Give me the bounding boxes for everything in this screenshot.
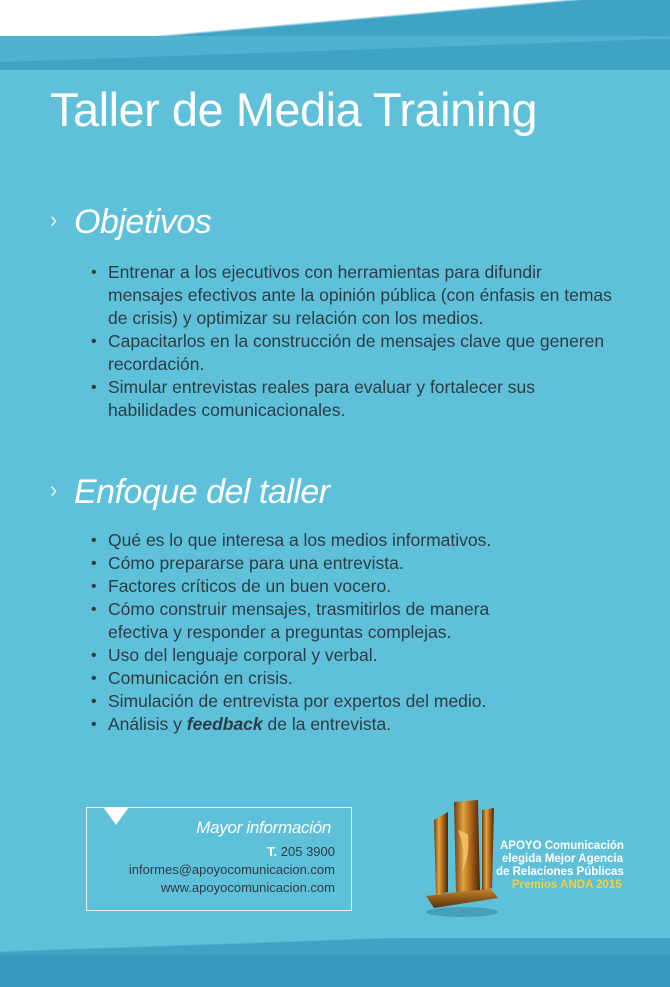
bullet-icon: • bbox=[91, 379, 97, 396]
list-item-text: Qué es lo que interesa a los medios informativos. bbox=[108, 530, 492, 550]
list-item bbox=[88, 644, 548, 667]
award-line-2: elegida Mejor Agencia bbox=[502, 853, 623, 865]
award-prize: Premios ANDA 2015 bbox=[512, 879, 622, 891]
award-line-3: de Relaciones Públicas bbox=[496, 866, 624, 878]
bullet-icon: • bbox=[91, 264, 97, 281]
phone-label: T. bbox=[267, 844, 278, 859]
list-item-text-after: de la entrevista. bbox=[262, 714, 392, 734]
list-item bbox=[88, 261, 618, 330]
triangle-down-icon bbox=[103, 807, 129, 825]
page-title: Taller de Media Training bbox=[50, 83, 537, 136]
section-heading-label: Objetivos bbox=[74, 203, 212, 241]
enfoque-list bbox=[88, 529, 548, 736]
list-item-text: Cómo prepararse para una entrevista. bbox=[108, 553, 404, 573]
list-item-text: Simular entrevistas reales para evaluar y fortalecer sus habilidades comunicacionales. bbox=[108, 377, 535, 420]
objetivos-list bbox=[88, 261, 618, 422]
bullet-icon: • bbox=[91, 555, 97, 572]
contact-email[interactable]: informes@apoyocomunicacion.com bbox=[128, 862, 335, 877]
contact-title: Mayor información bbox=[196, 818, 331, 837]
bottom-decorative-band-dark bbox=[0, 955, 670, 987]
list-item-text: Simulación de entrevista por expertos del medio. bbox=[108, 691, 487, 711]
bullet-icon: • bbox=[91, 532, 97, 549]
list-item bbox=[88, 690, 548, 713]
list-item-text: Capacitarlos en la construcción de mensajes clave que generen recordación. bbox=[108, 331, 605, 374]
bullet-icon: • bbox=[91, 647, 97, 664]
list-item bbox=[88, 529, 548, 552]
bullet-icon: • bbox=[91, 670, 97, 687]
top-decorative-band-light bbox=[0, 36, 670, 76]
list-item bbox=[88, 552, 548, 575]
list-item-text: Entrenar a los ejecutivos con herramientas para difundir mensajes efectivos ante la opinión pública (con énfasis en temas de crisis) y optimizar su relación con los medios. bbox=[108, 262, 612, 328]
list-item bbox=[88, 667, 548, 690]
list-item bbox=[88, 713, 548, 736]
list-item bbox=[88, 598, 548, 644]
list-item bbox=[88, 376, 618, 422]
contact-phone-line bbox=[267, 844, 335, 859]
bullet-icon: • bbox=[91, 333, 97, 350]
list-item bbox=[88, 330, 618, 376]
contact-box bbox=[86, 807, 352, 911]
contact-website[interactable]: www.apoyocomunicacion.com bbox=[160, 880, 335, 895]
section-heading-label: Enfoque del taller bbox=[74, 473, 330, 511]
award-text bbox=[496, 840, 646, 892]
section-heading-enfoque bbox=[50, 473, 330, 512]
phone-number[interactable]: 205 3900 bbox=[280, 844, 335, 859]
section-heading-objetivos bbox=[50, 203, 211, 242]
award-line-1: APOYO Comunicación bbox=[500, 840, 624, 852]
chevron-right-icon: › bbox=[50, 207, 57, 232]
list-item-text: Cómo construir mensajes, trasmitirlos de manera efectiva y responder a preguntas complejas. bbox=[108, 599, 490, 642]
list-item-text: Factores críticos de un buen vocero. bbox=[108, 576, 392, 596]
list-item-text: Comunicación en crisis. bbox=[108, 668, 293, 688]
list-item-text-emphasis: feedback bbox=[186, 714, 263, 734]
bullet-icon: • bbox=[91, 693, 97, 710]
chevron-right-icon: › bbox=[50, 477, 57, 502]
list-item-text-before: Análisis y bbox=[108, 714, 187, 734]
bullet-icon: • bbox=[91, 601, 97, 618]
bullet-icon: • bbox=[91, 578, 97, 595]
list-item bbox=[88, 575, 548, 598]
trophy-icon bbox=[418, 800, 504, 918]
list-item-text: Uso del lenguaje corporal y verbal. bbox=[108, 645, 378, 665]
bullet-icon: • bbox=[91, 716, 97, 733]
